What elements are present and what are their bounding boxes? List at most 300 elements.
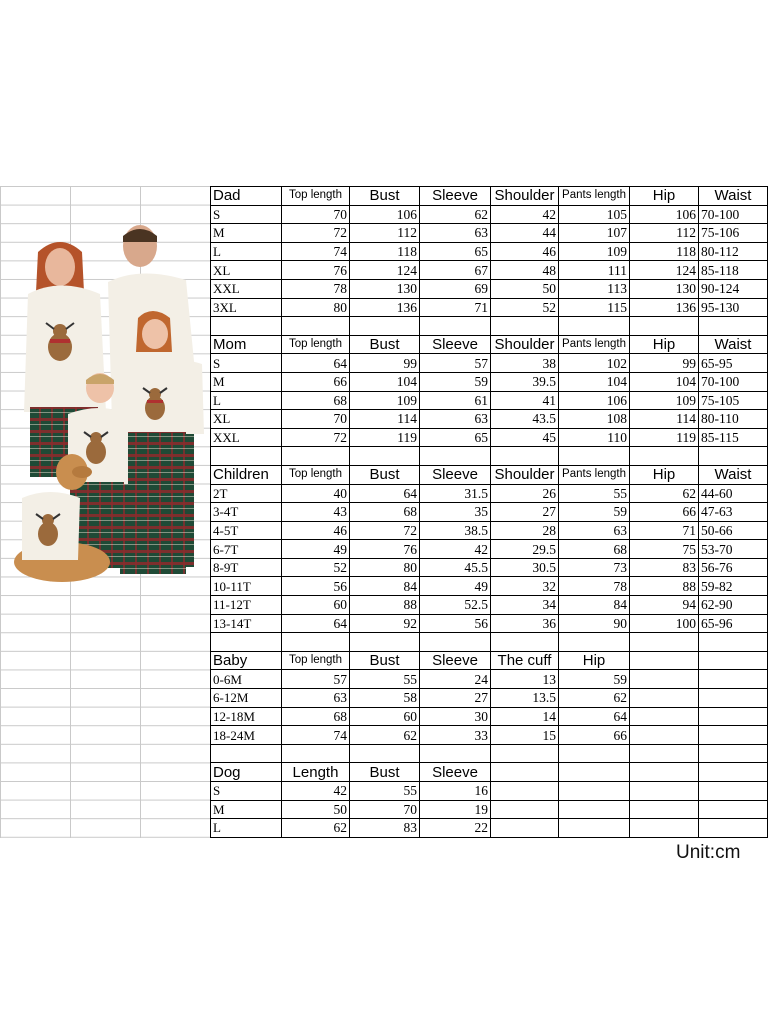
- measurement-cell: 59: [559, 503, 630, 522]
- size-label-cell: 0-6M: [211, 670, 282, 689]
- measurement-cell: 84: [350, 577, 420, 596]
- measurement-cell: [699, 670, 768, 689]
- measurement-cell: 62: [350, 726, 420, 745]
- measurement-cell: 62: [282, 819, 350, 838]
- measurement-cell: 115: [559, 298, 630, 317]
- empty-cell: [559, 317, 630, 336]
- size-label-cell: 8-9T: [211, 558, 282, 577]
- measurement-cell: 104: [559, 372, 630, 391]
- measurement-cell: 65-95: [699, 354, 768, 373]
- measurement-cell: 57: [420, 354, 491, 373]
- measurement-cell: [699, 689, 768, 708]
- measurement-cell: 118: [350, 242, 420, 261]
- measurement-cell: 107: [559, 224, 630, 243]
- measurement-cell: 63: [559, 521, 630, 540]
- measurement-cell: 70: [282, 205, 350, 224]
- measurement-cell: 30.5: [491, 558, 559, 577]
- measurement-cell: [559, 819, 630, 838]
- empty-cell: [282, 317, 350, 336]
- column-header: Shoulder: [491, 187, 559, 206]
- measurement-cell: 130: [630, 279, 699, 298]
- measurement-cell: 62: [559, 689, 630, 708]
- measurement-cell: 44: [491, 224, 559, 243]
- measurement-cell: 66: [559, 726, 630, 745]
- measurement-cell: [699, 707, 768, 726]
- measurement-cell: 68: [559, 540, 630, 559]
- measurement-cell: 75-106: [699, 224, 768, 243]
- size-label-cell: 10-11T: [211, 577, 282, 596]
- size-label-cell: 4-5T: [211, 521, 282, 540]
- measurement-cell: 52: [282, 558, 350, 577]
- measurement-cell: 95-130: [699, 298, 768, 317]
- size-label-cell: XL: [211, 410, 282, 429]
- measurement-cell: 104: [630, 372, 699, 391]
- size-label-cell: 2T: [211, 484, 282, 503]
- measurement-cell: 66: [630, 503, 699, 522]
- measurement-cell: 61: [420, 391, 491, 410]
- table-row: [211, 689, 768, 708]
- measurement-cell: 60: [282, 596, 350, 615]
- empty-cell: [559, 633, 630, 652]
- empty-cell: [699, 447, 768, 466]
- column-header: Pants length: [559, 465, 630, 484]
- table-row: [211, 372, 768, 391]
- measurement-cell: 43.5: [491, 410, 559, 429]
- measurement-cell: 49: [420, 577, 491, 596]
- column-header: [491, 763, 559, 782]
- measurement-cell: 27: [420, 689, 491, 708]
- measurement-cell: 68: [350, 503, 420, 522]
- measurement-cell: [699, 726, 768, 745]
- measurement-cell: 66: [282, 372, 350, 391]
- measurement-cell: 63: [420, 224, 491, 243]
- empty-cell: [211, 447, 282, 466]
- column-header: Sleeve: [420, 651, 491, 670]
- measurement-cell: 100: [630, 614, 699, 633]
- empty-cell: [211, 744, 282, 763]
- column-header: Hip: [630, 465, 699, 484]
- measurement-cell: 109: [630, 391, 699, 410]
- empty-cell: [630, 633, 699, 652]
- measurement-cell: 71: [630, 521, 699, 540]
- empty-cell: [211, 633, 282, 652]
- measurement-cell: 43: [282, 503, 350, 522]
- measurement-cell: 63: [420, 410, 491, 429]
- size-label-cell: 3-4T: [211, 503, 282, 522]
- section-header-row: [211, 335, 768, 354]
- measurement-cell: 56-76: [699, 558, 768, 577]
- size-label-cell: M: [211, 800, 282, 819]
- column-header: Sleeve: [420, 335, 491, 354]
- measurement-cell: 56: [420, 614, 491, 633]
- measurement-cell: 60: [350, 707, 420, 726]
- measurement-cell: 71: [420, 298, 491, 317]
- column-header: Shoulder: [491, 465, 559, 484]
- family-pajamas-photo: [10, 222, 210, 594]
- empty-cell: [420, 447, 491, 466]
- table-row: [211, 391, 768, 410]
- table-row: [211, 707, 768, 726]
- measurement-cell: 16: [420, 782, 491, 801]
- measurement-cell: 124: [350, 261, 420, 280]
- measurement-cell: 42: [491, 205, 559, 224]
- column-header: Pants length: [559, 187, 630, 206]
- empty-cell: [491, 633, 559, 652]
- measurement-cell: 65: [420, 242, 491, 261]
- measurement-cell: 112: [350, 224, 420, 243]
- measurement-cell: 22: [420, 819, 491, 838]
- measurement-cell: [699, 819, 768, 838]
- measurement-cell: 59: [420, 372, 491, 391]
- table-row: [211, 577, 768, 596]
- measurement-cell: [559, 782, 630, 801]
- measurement-cell: 56: [282, 577, 350, 596]
- size-label-cell: S: [211, 205, 282, 224]
- column-header: Bust: [350, 465, 420, 484]
- measurement-cell: 114: [350, 410, 420, 429]
- table-row: [211, 298, 768, 317]
- measurement-cell: [630, 800, 699, 819]
- column-header: [559, 763, 630, 782]
- table-row: [211, 670, 768, 689]
- measurement-cell: 49: [282, 540, 350, 559]
- table-row: [211, 354, 768, 373]
- column-header: Length: [282, 763, 350, 782]
- size-label-cell: S: [211, 782, 282, 801]
- empty-cell: [491, 744, 559, 763]
- measurement-cell: 45.5: [420, 558, 491, 577]
- column-header: Pants length: [559, 335, 630, 354]
- empty-cell: [630, 447, 699, 466]
- spacer-row: [211, 317, 768, 336]
- empty-cell: [350, 633, 420, 652]
- size-label-cell: L: [211, 391, 282, 410]
- empty-cell: [630, 317, 699, 336]
- column-header: Top length: [282, 187, 350, 206]
- spacer-row: [211, 633, 768, 652]
- measurement-cell: 62: [420, 205, 491, 224]
- measurement-cell: 110: [559, 428, 630, 447]
- empty-cell: [491, 447, 559, 466]
- column-header: Sleeve: [420, 187, 491, 206]
- measurement-cell: 30: [420, 707, 491, 726]
- table-row: [211, 614, 768, 633]
- measurement-cell: [630, 819, 699, 838]
- measurement-cell: 70-100: [699, 205, 768, 224]
- table-row: [211, 484, 768, 503]
- empty-cell: [282, 447, 350, 466]
- table-row: [211, 428, 768, 447]
- measurement-cell: 26: [491, 484, 559, 503]
- measurement-cell: [699, 800, 768, 819]
- measurement-cell: 106: [350, 205, 420, 224]
- measurement-cell: 58: [350, 689, 420, 708]
- column-header: [630, 651, 699, 670]
- size-chart-table: [210, 186, 768, 838]
- measurement-cell: 80-112: [699, 242, 768, 261]
- measurement-cell: 13: [491, 670, 559, 689]
- table-row: [211, 410, 768, 429]
- measurement-cell: 64: [559, 707, 630, 726]
- measurement-cell: 69: [420, 279, 491, 298]
- measurement-cell: 80: [282, 298, 350, 317]
- section-title: Mom: [211, 335, 282, 354]
- spacer-row: [211, 744, 768, 763]
- measurement-cell: 85-118: [699, 261, 768, 280]
- measurement-cell: 114: [630, 410, 699, 429]
- measurement-cell: [559, 800, 630, 819]
- measurement-cell: 19: [420, 800, 491, 819]
- empty-cell: [699, 744, 768, 763]
- measurement-cell: [491, 819, 559, 838]
- table-row: [211, 279, 768, 298]
- size-label-cell: 6-7T: [211, 540, 282, 559]
- empty-cell: [350, 317, 420, 336]
- size-label-cell: S: [211, 354, 282, 373]
- measurement-cell: 90: [559, 614, 630, 633]
- column-header: Bust: [350, 763, 420, 782]
- table-row: [211, 800, 768, 819]
- table-row: [211, 521, 768, 540]
- measurement-cell: 55: [350, 782, 420, 801]
- measurement-cell: 136: [350, 298, 420, 317]
- measurement-cell: 105: [559, 205, 630, 224]
- measurement-cell: 62: [630, 484, 699, 503]
- measurement-cell: 62-90: [699, 596, 768, 615]
- column-header: Waist: [699, 465, 768, 484]
- measurement-cell: 31.5: [420, 484, 491, 503]
- table-row: [211, 503, 768, 522]
- size-label-cell: XL: [211, 261, 282, 280]
- measurement-cell: 78: [559, 577, 630, 596]
- measurement-cell: 63: [282, 689, 350, 708]
- measurement-cell: 46: [491, 242, 559, 261]
- measurement-cell: 70: [350, 800, 420, 819]
- measurement-cell: 64: [282, 614, 350, 633]
- measurement-cell: 106: [630, 205, 699, 224]
- column-header: Top length: [282, 651, 350, 670]
- measurement-cell: 73: [559, 558, 630, 577]
- measurement-cell: 59-82: [699, 577, 768, 596]
- measurement-cell: 46: [282, 521, 350, 540]
- measurement-cell: 119: [630, 428, 699, 447]
- empty-cell: [630, 744, 699, 763]
- measurement-cell: 64: [282, 354, 350, 373]
- size-label-cell: M: [211, 372, 282, 391]
- section-title: Children: [211, 465, 282, 484]
- section-header-row: [211, 763, 768, 782]
- measurement-cell: 90-124: [699, 279, 768, 298]
- section-title: Baby: [211, 651, 282, 670]
- measurement-cell: 99: [350, 354, 420, 373]
- table-row: [211, 261, 768, 280]
- table-row: [211, 205, 768, 224]
- unit-label: Unit:cm: [676, 842, 741, 863]
- measurement-cell: 52.5: [420, 596, 491, 615]
- measurement-cell: 68: [282, 707, 350, 726]
- measurement-cell: 38: [491, 354, 559, 373]
- measurement-cell: 119: [350, 428, 420, 447]
- measurement-cell: 76: [282, 261, 350, 280]
- measurement-cell: 47-63: [699, 503, 768, 522]
- table-row: [211, 726, 768, 745]
- measurement-cell: 34: [491, 596, 559, 615]
- measurement-cell: [630, 707, 699, 726]
- table-row: [211, 224, 768, 243]
- measurement-cell: 42: [282, 782, 350, 801]
- measurement-cell: 57: [282, 670, 350, 689]
- column-header: [630, 763, 699, 782]
- measurement-cell: 109: [350, 391, 420, 410]
- measurement-cell: 27: [491, 503, 559, 522]
- empty-cell: [211, 317, 282, 336]
- measurement-cell: 14: [491, 707, 559, 726]
- measurement-cell: 70: [282, 410, 350, 429]
- measurement-cell: 29.5: [491, 540, 559, 559]
- measurement-cell: 45: [491, 428, 559, 447]
- size-label-cell: L: [211, 242, 282, 261]
- measurement-cell: 83: [630, 558, 699, 577]
- column-header: [699, 651, 768, 670]
- measurement-cell: 44-60: [699, 484, 768, 503]
- size-label-cell: XXL: [211, 428, 282, 447]
- empty-cell: [699, 633, 768, 652]
- measurement-cell: 65: [420, 428, 491, 447]
- measurement-cell: 112: [630, 224, 699, 243]
- measurement-cell: 75-105: [699, 391, 768, 410]
- measurement-cell: 99: [630, 354, 699, 373]
- measurement-cell: 74: [282, 242, 350, 261]
- measurement-cell: 72: [350, 521, 420, 540]
- measurement-cell: 84: [559, 596, 630, 615]
- measurement-cell: 102: [559, 354, 630, 373]
- measurement-cell: [630, 782, 699, 801]
- size-label-cell: 11-12T: [211, 596, 282, 615]
- column-header: Bust: [350, 335, 420, 354]
- empty-cell: [282, 744, 350, 763]
- section-title: Dad: [211, 187, 282, 206]
- measurement-cell: 36: [491, 614, 559, 633]
- size-label-cell: 18-24M: [211, 726, 282, 745]
- measurement-cell: 130: [350, 279, 420, 298]
- empty-cell: [420, 633, 491, 652]
- measurement-cell: 68: [282, 391, 350, 410]
- section-title: Dog: [211, 763, 282, 782]
- measurement-cell: 113: [559, 279, 630, 298]
- column-header: Bust: [350, 651, 420, 670]
- measurement-cell: 55: [559, 484, 630, 503]
- measurement-cell: [630, 670, 699, 689]
- measurement-cell: 15: [491, 726, 559, 745]
- measurement-cell: 85-115: [699, 428, 768, 447]
- table-row: [211, 242, 768, 261]
- column-header: Top length: [282, 465, 350, 484]
- measurement-cell: 92: [350, 614, 420, 633]
- size-label-cell: 13-14T: [211, 614, 282, 633]
- section-header-row: [211, 187, 768, 206]
- measurement-cell: 39.5: [491, 372, 559, 391]
- measurement-cell: 83: [350, 819, 420, 838]
- measurement-cell: 41: [491, 391, 559, 410]
- column-header: Shoulder: [491, 335, 559, 354]
- measurement-cell: 40: [282, 484, 350, 503]
- measurement-cell: 106: [559, 391, 630, 410]
- measurement-cell: 67: [420, 261, 491, 280]
- table-row: [211, 558, 768, 577]
- measurement-cell: 88: [350, 596, 420, 615]
- measurement-cell: 13.5: [491, 689, 559, 708]
- measurement-cell: [491, 800, 559, 819]
- measurement-cell: 70-100: [699, 372, 768, 391]
- column-header: [699, 763, 768, 782]
- measurement-cell: 59: [559, 670, 630, 689]
- measurement-cell: 55: [350, 670, 420, 689]
- measurement-cell: 72: [282, 428, 350, 447]
- column-header: Sleeve: [420, 465, 491, 484]
- empty-cell: [350, 744, 420, 763]
- measurement-cell: 80: [350, 558, 420, 577]
- measurement-cell: 136: [630, 298, 699, 317]
- column-header: Top length: [282, 335, 350, 354]
- table-row: [211, 596, 768, 615]
- table-row: [211, 782, 768, 801]
- column-header: Hip: [559, 651, 630, 670]
- size-label-cell: 6-12M: [211, 689, 282, 708]
- measurement-cell: 108: [559, 410, 630, 429]
- empty-cell: [420, 317, 491, 336]
- size-label-cell: 3XL: [211, 298, 282, 317]
- size-label-cell: M: [211, 224, 282, 243]
- column-header: Sleeve: [420, 763, 491, 782]
- measurement-cell: 64: [350, 484, 420, 503]
- measurement-cell: 118: [630, 242, 699, 261]
- empty-cell: [559, 447, 630, 466]
- measurement-cell: 32: [491, 577, 559, 596]
- table-row: [211, 819, 768, 838]
- size-label-cell: L: [211, 819, 282, 838]
- empty-cell: [420, 744, 491, 763]
- measurement-cell: 24: [420, 670, 491, 689]
- column-header: The cuff: [491, 651, 559, 670]
- table-row: [211, 540, 768, 559]
- measurement-cell: 42: [420, 540, 491, 559]
- measurement-cell: 33: [420, 726, 491, 745]
- measurement-cell: 52: [491, 298, 559, 317]
- measurement-cell: 65-96: [699, 614, 768, 633]
- column-header: Bust: [350, 187, 420, 206]
- measurement-cell: 78: [282, 279, 350, 298]
- measurement-cell: [699, 782, 768, 801]
- measurement-cell: 109: [559, 242, 630, 261]
- measurement-cell: 124: [630, 261, 699, 280]
- measurement-cell: 94: [630, 596, 699, 615]
- measurement-cell: 88: [630, 577, 699, 596]
- measurement-cell: 75: [630, 540, 699, 559]
- empty-cell: [699, 317, 768, 336]
- measurement-cell: 76: [350, 540, 420, 559]
- measurement-cell: 104: [350, 372, 420, 391]
- measurement-cell: 50: [282, 800, 350, 819]
- column-header: Waist: [699, 335, 768, 354]
- measurement-cell: 28: [491, 521, 559, 540]
- measurement-cell: [491, 782, 559, 801]
- measurement-cell: [630, 689, 699, 708]
- section-header-row: [211, 651, 768, 670]
- measurement-cell: 72: [282, 224, 350, 243]
- measurement-cell: 48: [491, 261, 559, 280]
- size-label-cell: 12-18M: [211, 707, 282, 726]
- section-header-row: [211, 465, 768, 484]
